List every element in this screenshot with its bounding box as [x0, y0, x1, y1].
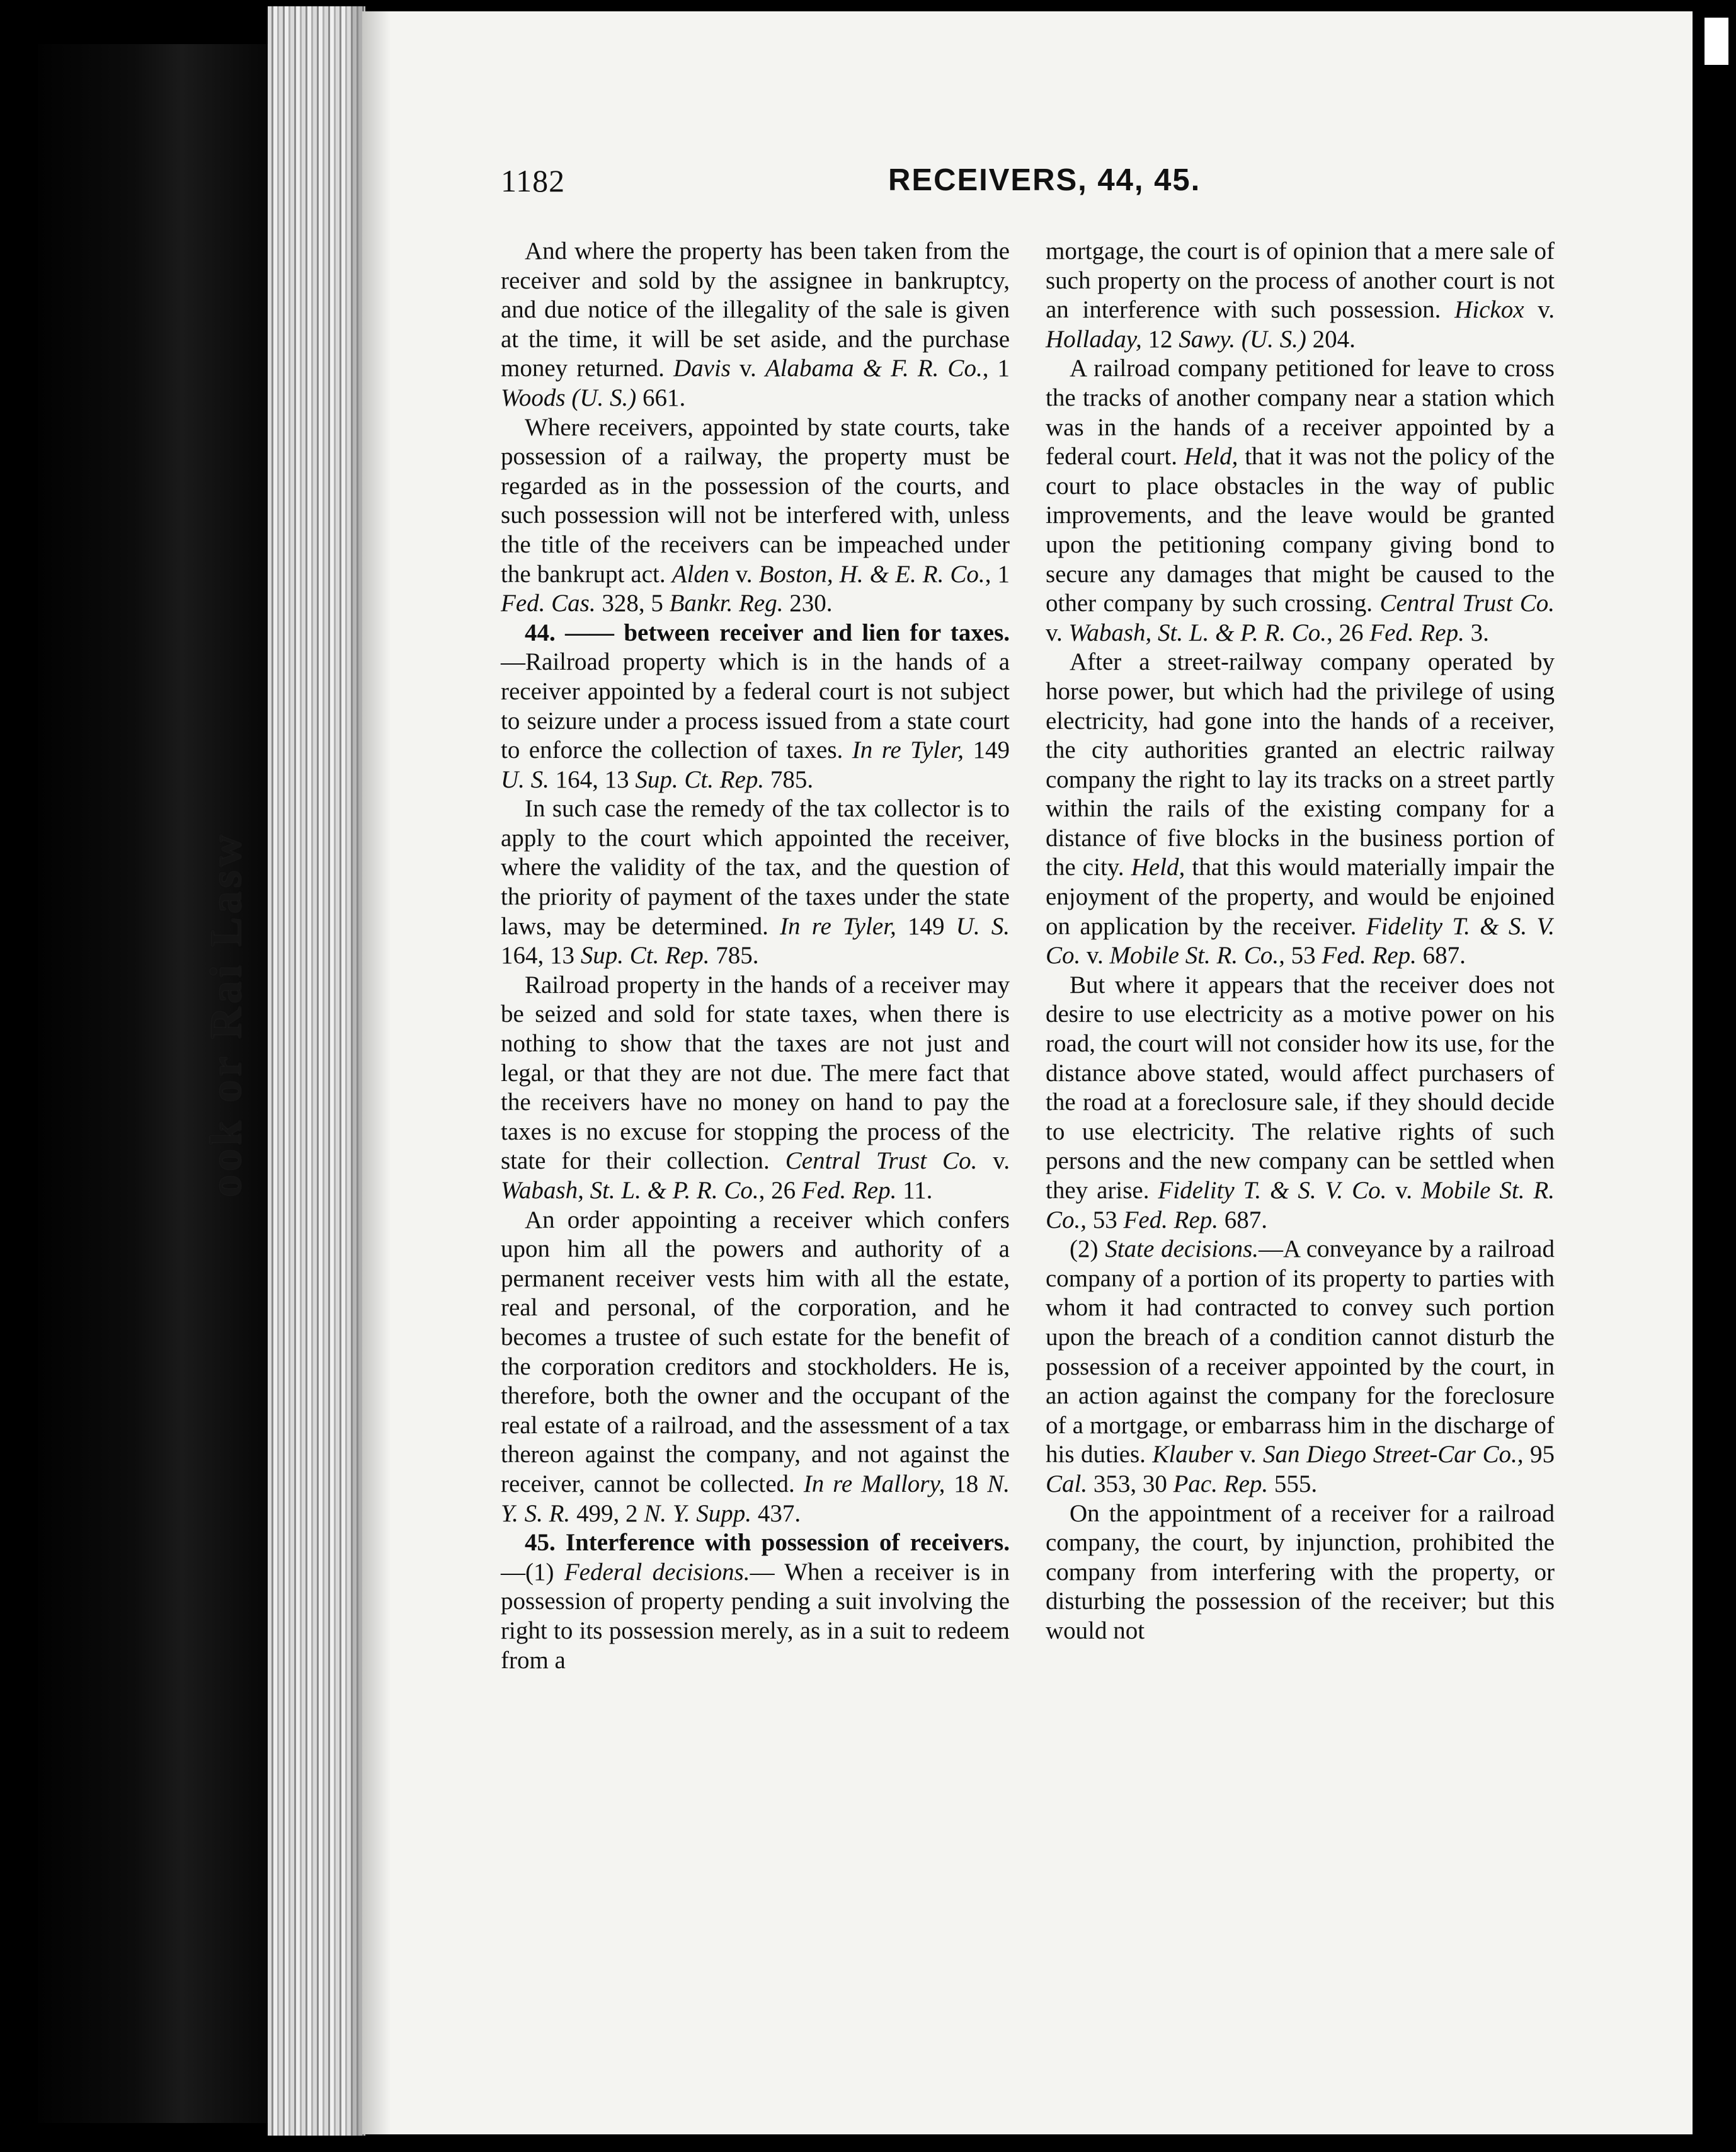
paragraph: A railroad company petitioned for leave to cross the tracks of another company near a station which was in the hands of a receiver appointed by a federal court. Held, that it was not the policy of the court to place obstacles in the way of public improvements, and the leave would be granted upon the petitioning company giving bond to secure any damages that might be caused to the other company by such crossing. Central Trust Co. v. Wabash, St. L. & P. R. Co., 26 Fed. Rep. 3.	[1046, 355, 1555, 646]
paragraph: Where receivers, appointed by state courts, take possession of a railway, the property must be regarded as in the possession of the courts, and such possession will not be interfered with, unless the title of the receivers can be impeached under the bankrupt act. Alden v. Boston, H. & E. R. Co., 1 Fed. Cas. 328, 5 Bankr. Reg. 230.	[501, 413, 1010, 617]
paragraph: An order appointing a receiver which confers upon him all the powers and authority of a permanent receiver vests him with all the estate, real and personal, of the corporation, and he becomes a trustee of such estate for the benefit of the corporation creditors and stockholders. He is, therefore, both the owner and the occupant of the real estate of a railroad, and the assessment of a tax thereon against the company, and not against the receiver, cannot be collected. In re Mallory, 18 N. Y. S. R. 499, 2 N. Y. Supp. 437.	[501, 1206, 1010, 1527]
paragraph: After a street-railway company operated by horse power, but which had the privilege of using electricity, had gone into the hands of a receiver, the city authorities granted an electric railway company the right to lay its tracks on a street partly within the rails of the existing company for a distance of five blocks in the business portion of the city. Held, that this would materially impair the enjoyment of the property, and would be enjoined on application by the receiver. Fidelity T. & S. V. Co. v. Mobile St. R. Co., 53 Fed. Rep. 687.	[1046, 648, 1555, 970]
section-heading: 44. —— between receiver and lien for taxes.	[525, 619, 1010, 646]
book-page	[362, 11, 1693, 2134]
section-45: 45. Interference with possession of receivers. —(1) Federal decisions.— When a receiver is in possession of property pending a suit involving the right to its possession merely, as in a suit to redeem from a	[501, 1529, 1010, 1674]
scan-border	[1694, 0, 1736, 2152]
paragraph: In such case the remedy of the tax collector is to apply to the court which appointed the receiver, where the validity of the tax, and the question of the priority of payment of the taxes under the state laws, may be determined. In re Tyler, 149 U. S. 164, 13 Sup. Ct. Rep. 785.	[501, 795, 1010, 970]
page-number: 1182	[501, 163, 566, 198]
spine-text: ook or Rai Lasw	[202, 831, 251, 1197]
paragraph: mortgage, the court is of opinion that a mere sale of such property on the process of another court is not an interference with such possession. Hickox v. Holladay, 12 Sawy. (U. S.) 204.	[1046, 238, 1555, 353]
paragraph: Railroad property in the hands of a receiver may be seized and sold for state taxes, when there is nothing to show that the taxes are not just and legal, or that they are not due. The mere fact that the receivers have no money on hand to pay the taxes is no excuse for stopping the process of the state for their collection. Central Trust Co. v. Wabash, St. L. & P. R. Co., 26 Fed. Rep. 11.	[501, 971, 1010, 1204]
paragraph: (2) State decisions.—A conveyance by a railroad company of a portion of its property to parties with whom it had contracted to convey such portion upon the breach of a condition cannot disturb the possession of a receiver appointed by the court, in an action against the company for the foreclosure of a mortgage, or embarrass him in the discharge of his duties. Klauber v. San Diego Street-Car Co., 95 Cal. 353, 30 Pac. Rep. 555.	[1046, 1235, 1555, 1497]
section-heading: 45. Interference with possession of receivers.	[525, 1529, 1010, 1557]
paragraph: And where the property has been taken from the receiver and sold by the assignee in bankruptcy, and due notice of the illegality of the sale is given at the time, it will be set aside, and the purchase money returned. Davis v. Alabama & F. R. Co., 1 Woods (U. S.) 661.	[501, 238, 1010, 411]
page-edges	[268, 6, 365, 2136]
page-edge-shadow	[353, 6, 391, 2136]
scan-corner-mark	[1705, 18, 1728, 65]
paragraph: On the appointment of a receiver for a railroad company, the court, by injunction, prohibited the company from interfering with the property, or disturbing the possession of the receiver; but this would not	[1046, 1499, 1555, 1644]
right-column	[1046, 237, 1555, 1646]
page-header	[501, 163, 1559, 207]
running-head: RECEIVERS, 44, 45.	[888, 163, 1201, 197]
left-column	[501, 237, 1010, 1675]
paragraph: But where it appears that the receiver does not desire to use electricity as a motive power on his road, the court will not consider how its use, for the distance above stated, would affect purchasers of the road at a foreclosure sale, if they should decide to use electricity. The relative rights of such persons and the new company can be settled when they arise. Fidelity T. & S. V. Co. v. Mobile St. R. Co., 53 Fed. Rep. 687.	[1046, 971, 1555, 1233]
section-44: 44. —— between receiver and lien for taxes.—Railroad property which is in the hands of a receiver appointed by a federal court is not subject to seizure under a process issued from a state court to enforce the collection of taxes. In re Tyler, 149 U. S. 164, 13 Sup. Ct. Rep. 785.	[501, 619, 1010, 793]
